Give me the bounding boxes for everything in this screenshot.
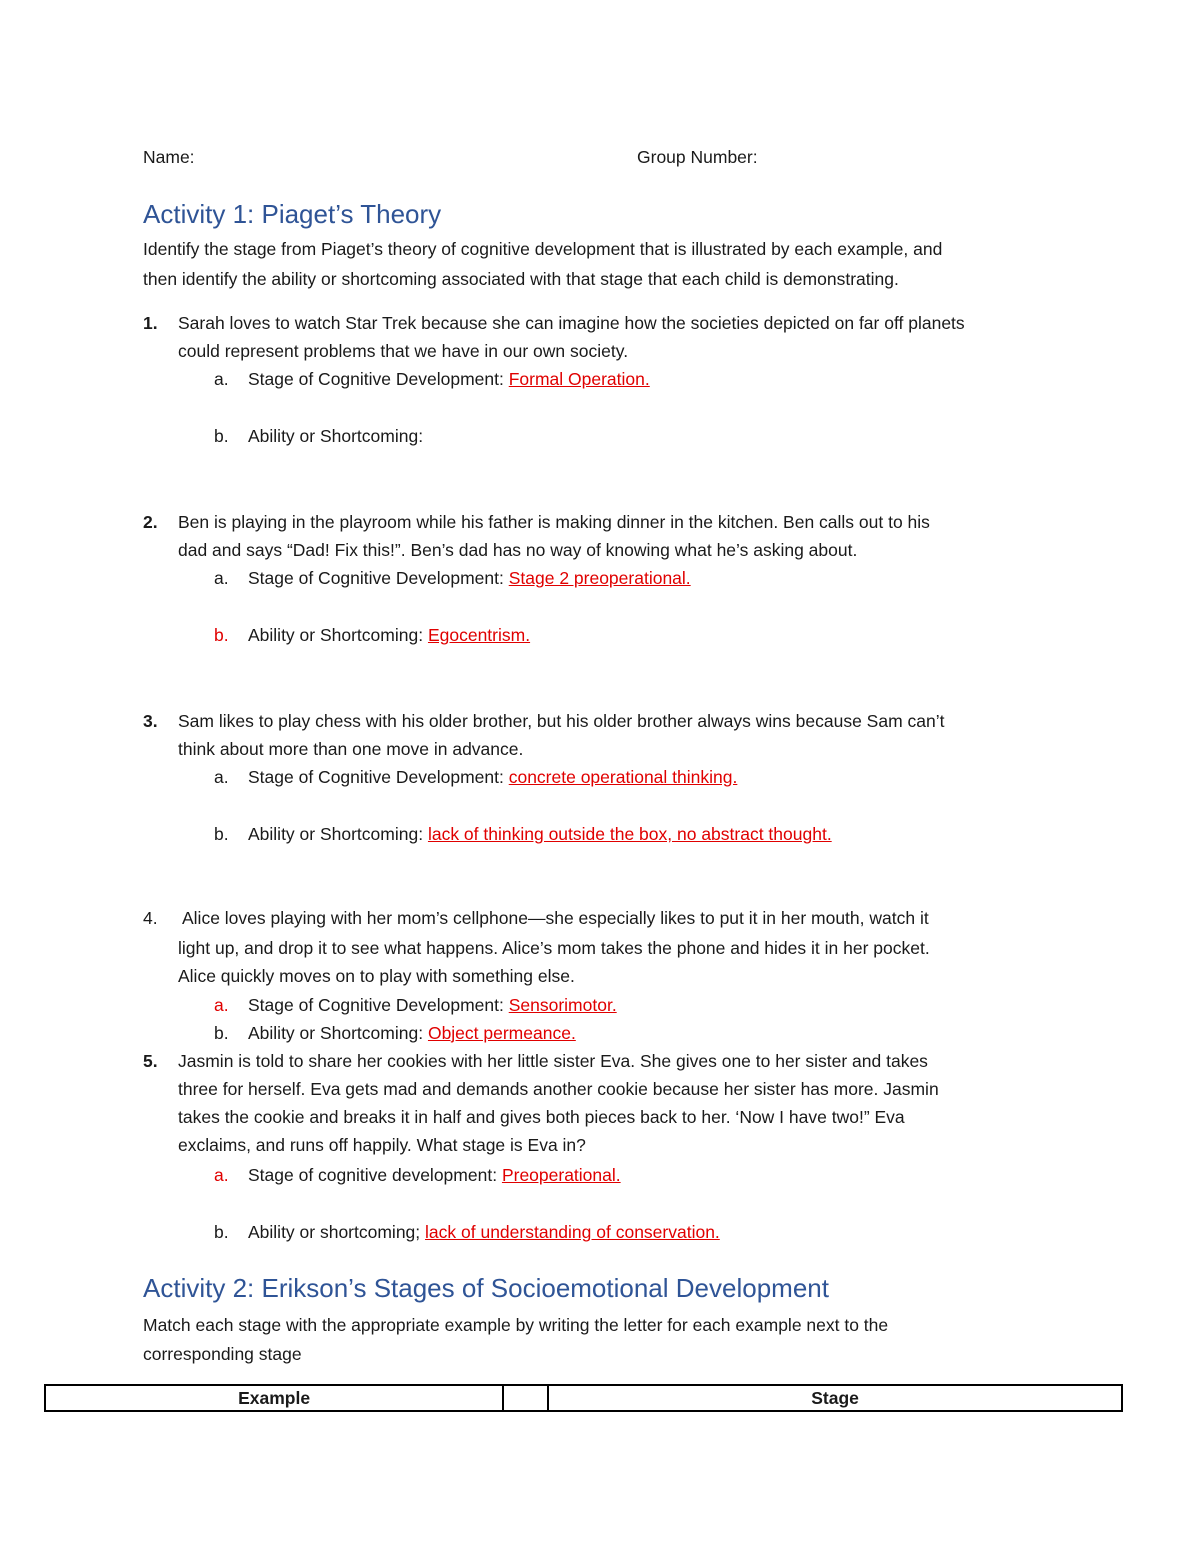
- activity1-intro-line2: then identify the ability or shortcoming associated with that stage that each child is demonstrating.: [143, 269, 899, 289]
- item4-ability-answer: Object permeance.: [427, 1023, 576, 1043]
- item1-ability-line: [248, 426, 423, 446]
- item4-line1: Alice loves playing with her mom’s cellphone—she especially likes to put it in her mouth, watch it: [182, 908, 929, 928]
- item5-line3: takes the cookie and breaks it in half and gives both pieces back to her. ‘Now I have two!” Eva: [178, 1107, 905, 1127]
- activity2-heading: Activity 2: Erikson’s Stages of Socioemotional Development: [143, 1273, 829, 1303]
- item1-ability-label: Ability or Shortcoming:: [248, 426, 424, 446]
- item5-a-letter: a.: [214, 1165, 229, 1185]
- item2-a-letter: a.: [214, 568, 229, 588]
- item2-line1: Ben is playing in the playroom while his father is making dinner in the kitchen. Ben calls out to his: [178, 512, 930, 532]
- item2-stage-line: [248, 568, 691, 588]
- item4-a-letter: a.: [214, 995, 229, 1015]
- item2-stage-label: Stage of Cognitive Development:: [248, 568, 504, 588]
- column-header-stage: Stage: [548, 1385, 1122, 1411]
- item5-line2: three for herself. Eva gets mad and demands another cookie because her sister has more. Jasmin: [178, 1079, 939, 1099]
- item2-number: 2.: [143, 512, 158, 532]
- item4-stage-answer: Sensorimotor.: [508, 995, 617, 1015]
- activity2-intro-line1: Match each stage with the appropriate example by writing the letter for each example next to the: [143, 1315, 889, 1335]
- activity1-heading: Activity 1: Piaget’s Theory: [143, 199, 442, 229]
- item5-stage-answer: Preoperational.: [501, 1165, 621, 1185]
- item3-stage-label: Stage of Cognitive Development:: [248, 767, 504, 787]
- table-header-row: [45, 1385, 1122, 1411]
- item5-stage-line: [248, 1165, 621, 1185]
- item2-ability-answer: Egocentrism.: [427, 625, 531, 645]
- item2-ability-label: Ability or Shortcoming:: [248, 625, 424, 645]
- item3-number: 3.: [143, 711, 158, 731]
- item5-number: 5.: [143, 1051, 158, 1071]
- item3-stage-answer: concrete operational thinking.: [508, 767, 738, 787]
- column-header-example: Example: [45, 1385, 503, 1411]
- item3-stage-line: [248, 767, 737, 787]
- item5-line4: exclaims, and runs off happily. What stage is Eva in?: [178, 1135, 586, 1155]
- item1-b-letter: b.: [214, 426, 229, 446]
- item5-line1: Jasmin is told to share her cookies with her little sister Eva. She gives one to her sister and takes: [178, 1051, 928, 1071]
- item3-line2: think about more than one move in advance.: [178, 739, 524, 759]
- name-label: Name:: [143, 147, 195, 167]
- erikson-matching-table: [44, 1384, 1123, 1412]
- item3-ability-line: [248, 824, 832, 844]
- item2-b-letter: b.: [214, 625, 229, 645]
- item4-b-letter: b.: [214, 1023, 229, 1043]
- item1-stage-label: Stage of Cognitive Development:: [248, 369, 504, 389]
- item4-ability-label: Ability or Shortcoming:: [248, 1023, 424, 1043]
- column-header-blank: [503, 1385, 548, 1411]
- item5-ability-label: Ability or shortcoming;: [248, 1222, 421, 1242]
- item2-stage-answer: Stage 2 preoperational.: [508, 568, 691, 588]
- item3-ability-label: Ability or Shortcoming:: [248, 824, 424, 844]
- item5-b-letter: b.: [214, 1222, 229, 1242]
- item2-line2: dad and says “Dad! Fix this!”. Ben’s dad has no way of knowing what he’s asking about.: [178, 540, 858, 560]
- item4-stage-label: Stage of Cognitive Development:: [248, 995, 504, 1015]
- item1-stage-answer: Formal Operation.: [508, 369, 650, 389]
- item3-ability-answer: lack of thinking outside the box, no abstract thought.: [427, 824, 832, 844]
- item4-ability-line: [248, 1023, 576, 1043]
- activity1-intro-line1: Identify the stage from Piaget’s theory of cognitive development that is illustrated by each example, and: [143, 239, 943, 259]
- item4-line2: light up, and drop it to see what happens. Alice’s mom takes the phone and hides it in her pocket.: [178, 938, 930, 958]
- item1-line2: could represent problems that we have in our own society.: [178, 341, 629, 361]
- item4-number: 4.: [143, 908, 158, 928]
- item3-b-letter: b.: [214, 824, 229, 844]
- item1-line1: Sarah loves to watch Star Trek because she can imagine how the societies depicted on far off planets: [178, 313, 965, 333]
- item4-stage-line: [248, 995, 617, 1015]
- item5-ability-answer: lack of understanding of conservation.: [425, 1222, 720, 1242]
- item5-stage-label: Stage of cognitive development:: [248, 1165, 498, 1185]
- item2-ability-line: [248, 625, 530, 645]
- item1-number: 1.: [143, 313, 158, 333]
- activity2-intro-line2: corresponding stage: [143, 1344, 302, 1364]
- item4-line3: Alice quickly moves on to play with something else.: [178, 966, 575, 986]
- item5-ability-line: [248, 1222, 720, 1242]
- item1-a-letter: a.: [214, 369, 229, 389]
- item3-a-letter: a.: [214, 767, 229, 787]
- item1-stage-line: [248, 369, 650, 389]
- group-number-label: Group Number:: [637, 147, 758, 167]
- item3-line1: Sam likes to play chess with his older brother, but his older brother always wins because Sam can’t: [178, 711, 945, 731]
